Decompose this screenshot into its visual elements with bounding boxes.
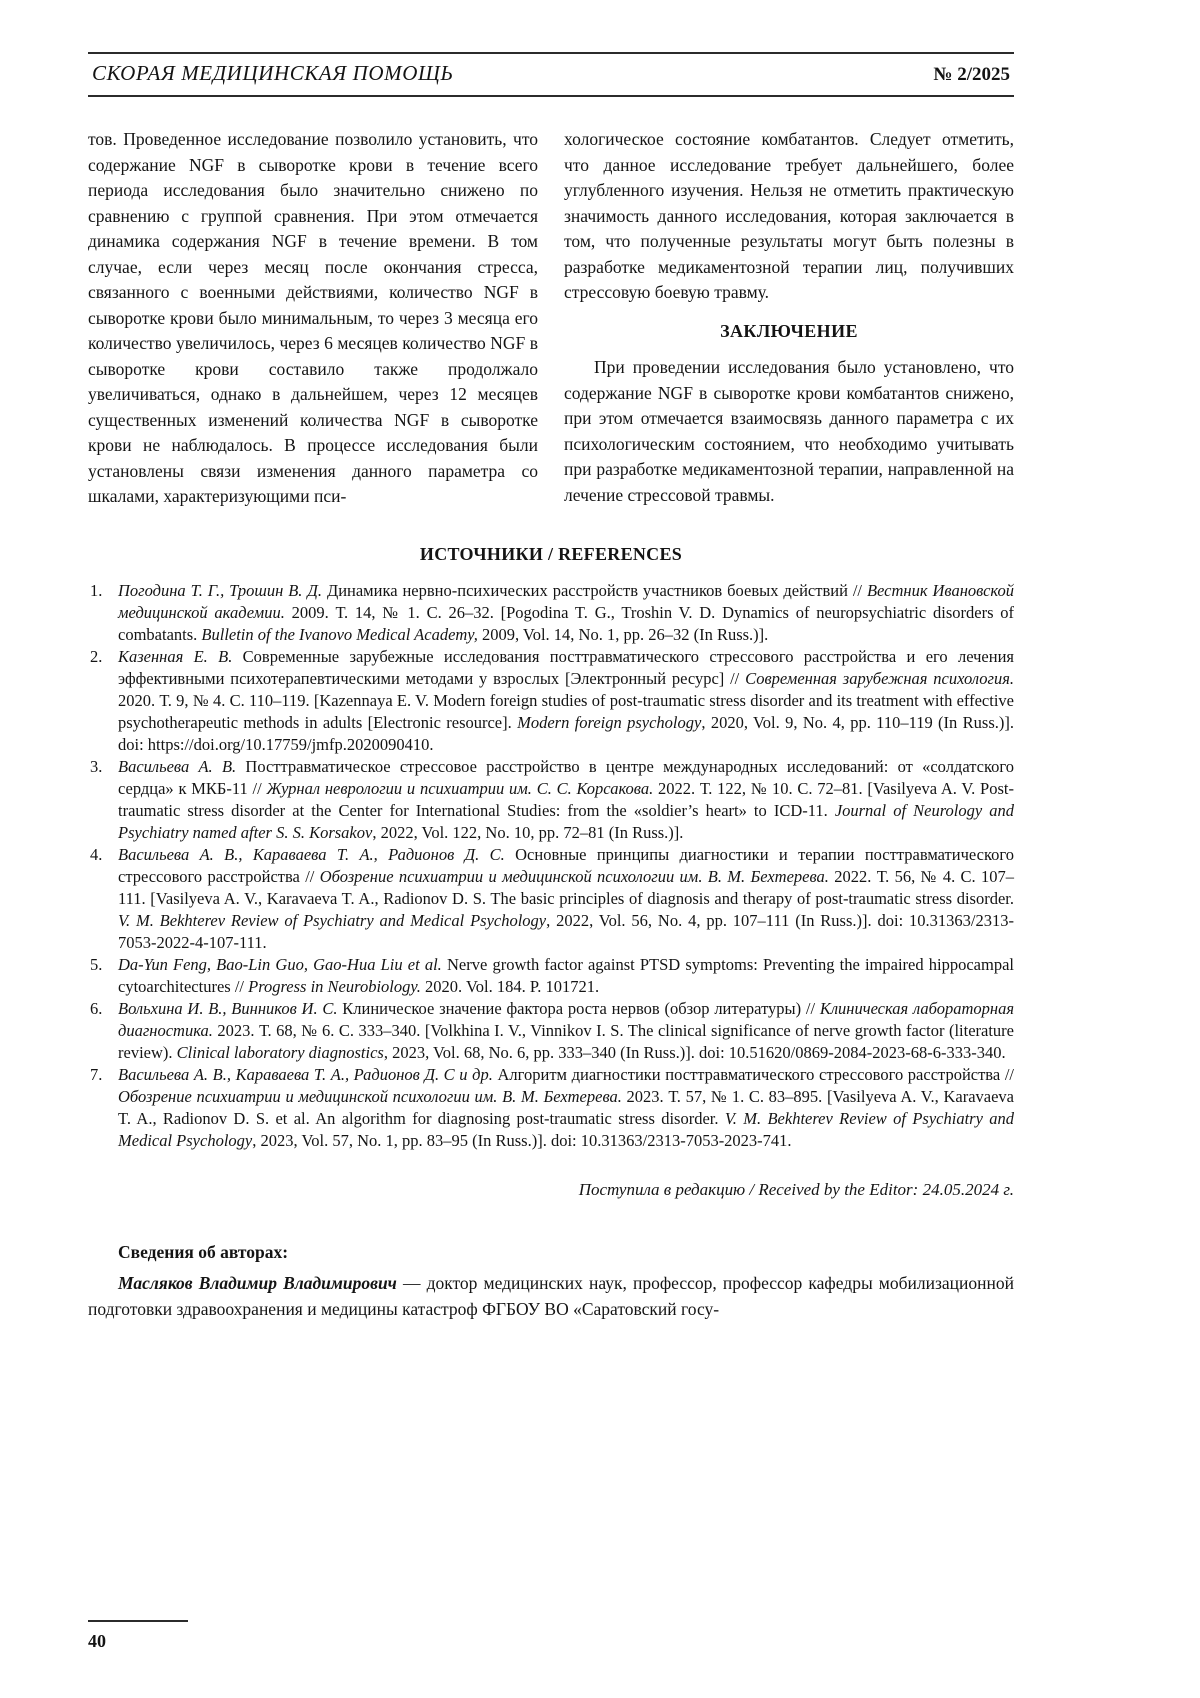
- body-paragraph-left: тов. Проведенное исследование позволило установить, что содержание NGF в сыворотке крови в течение всего периода исследования было значительно снижено по сравнению с группой сравнения. При этом отмечается динамика содержания NGF в течение времени. В том случае, если через месяц после окончания стресса, связанного с военными действиями, количество NGF в сыворотке крови было минимальным, то через 3 месяца его количество увеличилось, через 6 месяцев количество NGF в сыворотке крови составило также продолжало увеличиваться, однако в дальнейшем, через 12 месяцев существенных изменений количества NGF в сыворотке крови не наблюдалось. В процессе исследования были установлены связи изменения данного параметра со шкалами, характеризующими пси-: [88, 129, 538, 506]
- author-name: Масляков Владимир Владимирович: [118, 1272, 397, 1293]
- reference-text: Васильева А. В. Посттравматическое стрессовое расстройство в центре международных исследований: от «солдатского сердца» к МКБ-11 // Журнал неврологии и психиатрии им. С. С. Корсакова. 2022. Т. 122, № 10. С. 72–81. [Vasilyeva A. V. Post-traumatic stress disorder at the Center for International Studies: from the «soldier’s heart» to ICD-11. Journal of Neurology and Psychiatry named after S. S. Korsakov, 2022, Vol. 122, No. 10, pp. 72–81 (In Russ.)].: [118, 756, 1014, 842]
- conclusion-heading: ЗАКЛЮЧЕНИЕ: [720, 320, 858, 341]
- page-number: 40: [88, 1631, 106, 1651]
- authors-heading: Сведения об авторах:: [118, 1241, 289, 1262]
- issue-number: № 2/2025: [933, 64, 1010, 85]
- reference-item: [88, 844, 1014, 954]
- reference-text: Погодина Т. Г., Трошин В. Д. Динамика нервно-психических расстройств участников боевых действий // Вестник Ивановской медицинской академии. 2009. Т. 14, № 1. С. 26–32. [Pogodina T. G., Troshin V. D. Dynamics of neuropsychiatric disorders of combatants. Bulletin of the Ivanovo Medical Academy, 2009, Vol. 14, No. 1, pp. 26–32 (In Russ.)].: [118, 580, 1015, 644]
- reference-number: 4.: [90, 844, 103, 864]
- body-columns: [88, 127, 1014, 510]
- reference-text: Васильева А. В., Караваева Т. А., Радионов Д. С. Основные принципы диагностики и терапии посттравматического стрессового расстройства // Обозрение психиатрии и медицинской психологии им. В. М. Бехтерева. 2022. Т. 56, № 4. С. 107–111. [Vasilyeva A. V., Karavaeva T. A., Radionov D. S. The basic principles of diagnosis and therapy of post-traumatic stress disorder. V. M. Bekhterev Review of Psychiatry and Medical Psychology, 2022, Vol. 56, No. 4, pp. 107–111 (In Russ.)]. doi: 10.31363/2313-7053-2022-4-107-111.: [118, 844, 1014, 952]
- footer-rule: [88, 1620, 188, 1622]
- reference-item: [88, 756, 1014, 844]
- right-column: [564, 127, 1014, 510]
- conclusion-paragraph: При проведении исследования было установлено, что содержание NGF в сыворотке крови комбатантов снижено, при этом отмечается взаимосвязь данного параметра с их психологическим состоянием, что необходимо учитывать при разработке медикаментозной терапии, направленной на лечение стрессовой травмы.: [564, 357, 1014, 505]
- reference-number: 2.: [90, 646, 103, 666]
- reference-text: Васильева А. В., Караваева Т. А., Радионов Д. С и др. Алгоритм диагностики посттравматического стрессового расстройства // Обозрение психиатрии и медицинской психологии им. В. М. Бехтерева. 2023. Т. 57, № 1. С. 83–895. [Vasilyeva A. V., Karavaeva T. A., Radionov D. S. et al. An algorithm for diagnosing post-traumatic stress disorder. V. M. Bekhterev Review of Psychiatry and Medical Psychology, 2023, Vol. 57, No. 1, pp. 83–95 (In Russ.)]. doi: 10.31363/2313-7053-2023-741.: [118, 1064, 1014, 1150]
- reference-item: [88, 998, 1014, 1064]
- reference-number: 3.: [90, 756, 103, 776]
- reference-item: [88, 954, 1014, 998]
- reference-number: 5.: [90, 954, 103, 974]
- page-header: [88, 52, 1014, 97]
- page-footer: [88, 1600, 1014, 1652]
- author-description: — доктор медицинских наук, профессор, профессор кафедры мобилизационной подготовки здравоохранения и медицины катастроф ФГБОУ ВО «Саратовский госу-: [88, 1272, 1014, 1319]
- left-column: [88, 127, 538, 510]
- reference-text: Вольхина И. В., Винников И. С. Клиническое значение фактора роста нервов (обзор литературы) // Клиническая лабораторная диагностика. 2023. Т. 68, № 6. С. 333–340. [Volkhina I. V., Vinnikov I. S. The clinical significance of nerve growth factor (literature review). Clinical laboratory diagnostics, 2023, Vol. 68, No. 6, pp. 333–340 (In Russ.)]. doi: 10.51620/0869-2084-2023-68-6-333-340.: [118, 998, 1014, 1062]
- reference-text: Da-Yun Feng, Bao-Lin Guo, Gao-Hua Liu et al. Nerve growth factor against PTSD symptoms: Preventing the impaired hippocampal cytoarchitectures // Progress in Neurobiology. 2020. Vol. 184. P. 101721.: [118, 954, 1014, 996]
- references-list: [88, 580, 1014, 1152]
- reference-number: 6.: [90, 998, 103, 1018]
- journal-title: СКОРАЯ МЕДИЦИНСКАЯ ПОМОЩЬ: [92, 61, 454, 85]
- reference-number: 7.: [90, 1064, 103, 1084]
- reference-item: [88, 1064, 1014, 1152]
- authors-paragraph: [88, 1270, 1014, 1322]
- reference-item: [88, 646, 1014, 756]
- reference-item: [88, 580, 1014, 646]
- reference-number: 1.: [90, 580, 103, 600]
- received-line: Поступила в редакцию / Received by the Editor: 24.05.2024 г.: [578, 1179, 1014, 1199]
- reference-text: Казенная Е. В. Современные зарубежные исследования посттравматического стрессового расстройства и его лечения эффективными психотерапевтическими методами у взрослых [Электронный ресурс] // Современная зарубежная психология. 2020. Т. 9, № 4. С. 110–119. [Kazennaya E. V. Modern foreign studies of post-traumatic stress disorder and its treatment with effective psychotherapeutic methods in adults [Electronic resource]. Modern foreign psychology, 2020, Vol. 9, No. 4, pp. 110–119 (In Russ.)]. doi: https://doi.org/10.17759/jmfp.2020090410.: [118, 646, 1014, 754]
- body-paragraph-right: хологическое состояние комбатантов. Следует отметить, что данное исследование требует дальнейшего, более углубленного изучения. Нельзя не отметить практическую значимость данного исследования, которая заключается в том, что полученные результаты могут быть полезны в разработке медикаментозной терапии лиц, получивших стрессовую боевую травму.: [564, 129, 1014, 302]
- references-heading: ИСТОЧНИКИ / REFERENCES: [419, 543, 683, 564]
